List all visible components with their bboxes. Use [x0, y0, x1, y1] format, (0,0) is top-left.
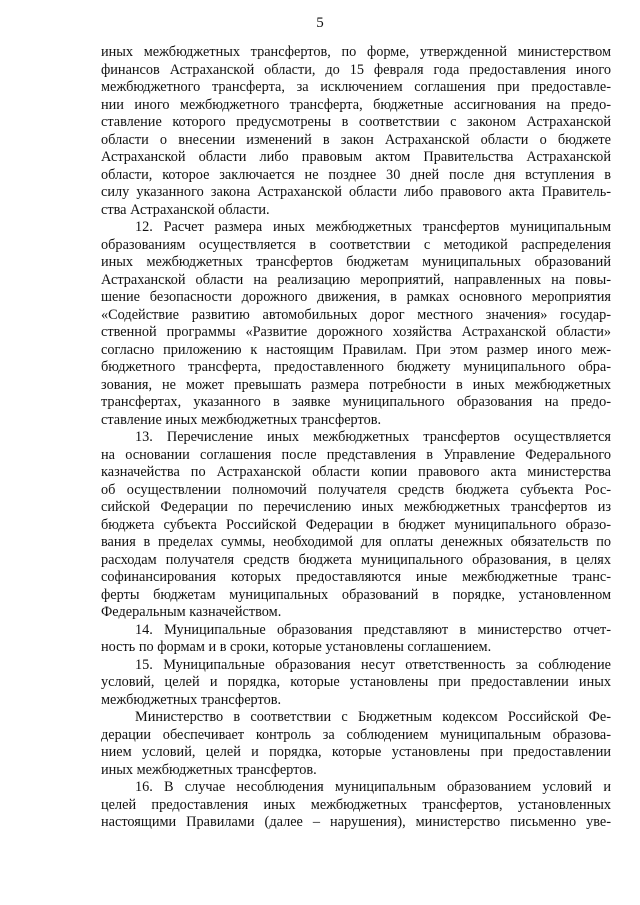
- text-line: нии иного межбюджетного трансферта, бюджетные ассигнования на предо-: [101, 96, 611, 113]
- page-number: 5: [316, 15, 324, 31]
- text-line: ферты бюджетам муниципальных образований в порядке, установленном: [101, 586, 611, 603]
- text-line: иных межбюджетных трансфертов.: [101, 761, 317, 778]
- text-line: согласно приложению к настоящим Правилам. При этом размер иного меж-: [101, 341, 611, 358]
- text-line: ность по формам и в сроки, которые установлены соглашением.: [101, 639, 492, 655]
- text-line: Федеральным казначейством.: [101, 604, 282, 620]
- text-line: сийской Федерации по перечислению иных межбюджетных трансфертов из: [101, 499, 611, 515]
- paragraph-14-start: 14. Муниципальные образования представляют в министерство отчет-: [135, 621, 611, 638]
- text-line: зования, не может превышать размера потребности в иных межбюджетных: [101, 376, 611, 393]
- text-line: силу указанного закона Астраханской области либо правового акта Правитель-: [101, 184, 611, 200]
- text-line: дерации обеспечивает контроль за соблюдением муниципальным образова-: [101, 726, 611, 743]
- text-line: расходам получателя средств бюджета муниципального образования, в целях: [101, 551, 611, 568]
- text-line: образованиям осуществляется в соответствии с методикой распределения: [101, 236, 611, 253]
- document-body: [101, 44, 611, 832]
- text-line: ставление иных межбюджетных трансфертов.: [101, 411, 382, 428]
- text-line: Астраханской области либо правовым актом Правительства Астраханской: [101, 149, 611, 165]
- text-line: иных межбюджетных трансфертов бюджетам муниципальных образований: [101, 254, 611, 270]
- text-line: «Содействие развитию автомобильных дорог местного значения» государ-: [101, 306, 611, 323]
- text-line: казначейства по Астраханской области копии правового акта министерства: [101, 464, 611, 480]
- text-line: области, которое заключается не позднее 30 дней после дня вступления в: [101, 166, 611, 183]
- text-line: вания в пределах суммы, необходимой для оплаты денежных обязательств по: [101, 534, 611, 550]
- text-line: бюджета субъекта Российской Федерации в бюджет муниципального образо-: [101, 516, 611, 533]
- text-line: бюджетного трансферта, предоставленного бюджету муниципального обра-: [101, 359, 611, 375]
- text-line: ства Астраханской области.: [101, 201, 270, 218]
- paragraph-16-start: 16. В случае несоблюдения муниципальным образованием условий и: [135, 779, 611, 795]
- text-line: софинансирования которых предоставляются иные межбюджетные транс-: [101, 569, 611, 585]
- text-line: области о внесении изменений в закон Астраханской области о бюджете: [101, 131, 611, 148]
- paragraph-13-start: 13. Перечисление иных межбюджетных трансфертов осуществляется: [135, 429, 611, 445]
- text-line: Астраханской области на реализацию мероприятий, направленных на повы-: [101, 271, 611, 288]
- text-line: трансфертах, указанного в заявке муниципального образования на предо-: [101, 394, 611, 410]
- paragraph-control-start: Министерство в соответствии с Бюджетным кодексом Российской Фе-: [135, 709, 611, 725]
- text-line: межбюджетного трансферта, за исключением соглашения при предоставле-: [101, 79, 611, 95]
- text-line: ственной программы «Развитие дорожного хозяйства Астраханской области»: [101, 324, 611, 340]
- text-line: настоящими Правилами (далее – нарушения), министерство письменно уве-: [101, 814, 611, 830]
- text-line: целей предоставления иных межбюджетных трансфертов, установленных: [101, 796, 611, 813]
- text-line: ставление которого предусмотрены в соответствии с законом Астраханской: [101, 114, 611, 130]
- text-line: условий, целей и порядка, которые установлены при предоставлении иных: [101, 674, 611, 690]
- text-line: об осуществлении полномочий получателя средств бюджета субъекта Рос-: [101, 481, 611, 498]
- text-line: финансов Астраханской области, до 15 февраля года предоставления иного: [101, 61, 611, 78]
- text-line: на основании соглашения после представления в Управление Федерального: [101, 446, 611, 463]
- text-line: шение безопасности дорожного движения, в рамках основного мероприятия: [101, 289, 611, 305]
- text-line: межбюджетных трансфертов.: [101, 691, 282, 708]
- paragraph-15-start: 15. Муниципальные образования несут ответственность за соблюдение: [135, 656, 611, 673]
- text-line: иных межбюджетных трансфертов, по форме, утвержденной министерством: [101, 44, 611, 60]
- text-line: нием условий, целей и порядка, которые установлены при предоставлении: [101, 744, 611, 760]
- paragraph-12-start: 12. Расчет размера иных межбюджетных трансфертов муниципальным: [135, 219, 611, 235]
